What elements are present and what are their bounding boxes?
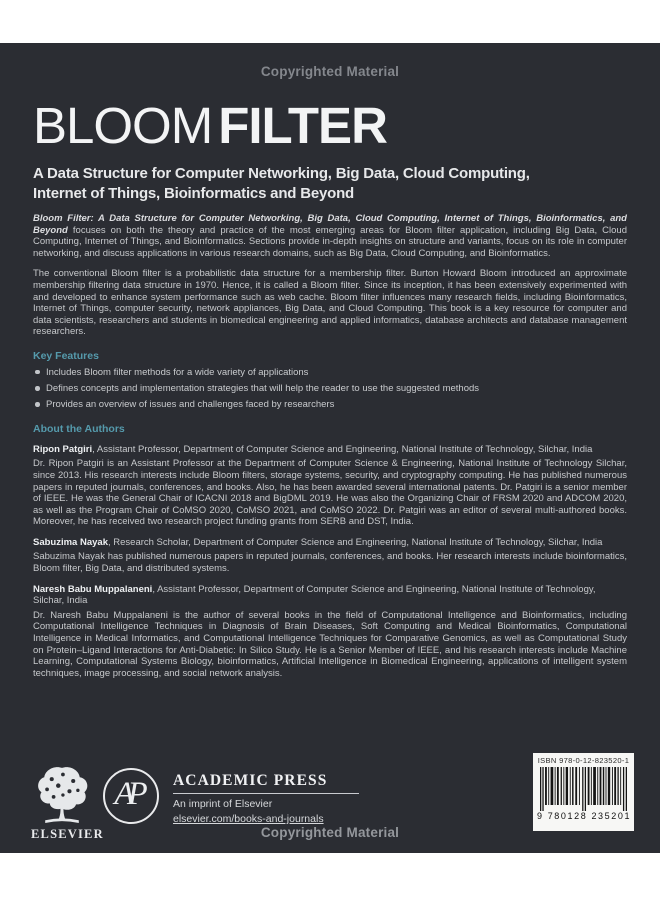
author-1-bio: Dr. Ripon Patgiri is an Assistant Professor at the Department of Computer Science & Engineering, National Institute of Technology Silchar, since 2013. His research interests include Bloom filters, storage systems, security, and cryptography computing. He has published numerous papers in reputed journals, conferences, and books. Also, he has been awarded several international patents. Dr. Patgiri is a senior member of IEEE. He was the General Chair of ICACNI 2018 and BigDML 2019. He was also the Organizing Chair of FRSM 2020 and ADCOM 2020, as well as the Program Chair of CoMSO 2020, CoMSO 2021, and CoMSO 2022. Dr. Patgiri was an editor of several multi-authored books. Moreover, he has received two research project funding grants from SERB and DST, India.	[33, 458, 627, 528]
bullet-icon	[35, 386, 40, 391]
academic-press-monogram-icon	[103, 768, 159, 824]
author-2-bio: Sabuzima Nayak has published numerous papers in reputed journals, conferences, and books. Her research interests include bioinformatics, Bloom filter, Big Data, and distributed systems.	[33, 551, 627, 575]
isbn-barcode-box	[533, 753, 634, 831]
book-subtitle-line2: Internet of Things, Bioinformatics and Beyond	[33, 185, 355, 202]
book-subtitle-line1: A Data Structure for Computer Networking, Big Data, Cloud Computing,	[33, 165, 530, 182]
key-feature-item: Provides an overview of issues and challenges faced by researchers	[33, 399, 627, 411]
elsevier-tree-icon	[34, 765, 90, 825]
barcode-digits: 9 780128 235201	[537, 811, 632, 821]
description-lead-rest: focuses on both the theory and practice of the most emerging areas for Bloom filter application, including Big Data, Cloud Computing, Internet of Things, and Bioinformatics. Sections provide in-depth insights on structure and variants, focus on its role in computer networking, and discuss applications in various research domains, such as Big Data, Cloud Computing, and Bioinformatics.	[33, 224, 627, 259]
author-2-name: Sabuzima Nayak	[33, 536, 108, 548]
key-feature-item: Includes Bloom filter methods for a wide variety of applications	[33, 367, 627, 379]
description-paragraph-2: The conventional Bloom filter is a probabilistic data structure for a membership filter. Burton Howard Bloom introduced an approximate membership filtering data structure in 1970. Hence, it is called a Bloom filter. Since its inception, it has been extensively experimented with and developed to enhance system performance such as web cache. Bloom filter influences many research fields, including Bioinformatics, Internet of Things, computer security, network appliances, Big Data, and Cloud Computing. This book is a key resource for computer and data scientists, researchers and students in biomedical engineering and applied informatics, database architects and database management researchers.	[33, 268, 627, 338]
book-title-word-bloom: BLOOM	[33, 97, 213, 154]
author-1-header	[33, 444, 627, 456]
key-features-heading: Key Features	[33, 349, 99, 362]
key-feature-item: Defines concepts and implementation strategies that will help the reader to use the suggested methods	[33, 383, 627, 395]
elsevier-wordmark: ELSEVIER	[31, 827, 104, 841]
book-title-word-filter: FILTER	[218, 97, 387, 154]
imprint-tagline: An imprint of Elsevier	[173, 798, 273, 810]
imprint-divider	[173, 793, 359, 794]
bullet-icon	[35, 370, 40, 375]
author-1-affiliation: , Assistant Professor, Department of Computer Science and Engineering, National Institute of Technology, Silchar, India	[92, 443, 593, 455]
barcode-icon	[540, 767, 628, 811]
copyright-watermark-top: Copyrighted Material	[260, 64, 400, 79]
about-authors-heading: About the Authors	[33, 422, 125, 435]
key-features-list	[33, 367, 627, 411]
ap-monogram-letters: AP	[114, 776, 141, 812]
academic-press-wordmark: ACADEMIC PRESS	[173, 772, 328, 789]
description-paragraph-1	[33, 213, 627, 259]
author-3-bio: Dr. Naresh Babu Muppalaneni is the author of several books in the field of Computational Intelligence and Bioinformatics, including Computational Intelligence Techniques in Diagnosis of Brain Diseases, Soft Computing and Medical Bioinformatics, Computational Intelligence in Medical Informatics, and Computational Intelligence Techniques for Comparative Genomics, as well as Computational Study on Protein–Ligand Interactions for Anti-Diabetic: In Silico Study. He is a Senior Member of IEEE, and his research interests include Machine Learning, Computational Systems Biology, bioinformatics, Artificial Intelligence in Biomedical Engineering, applications of intelligent system techniques, image processing, and social network analysis.	[33, 609, 627, 679]
author-3-name: Naresh Babu Muppalaneni	[33, 583, 153, 595]
isbn-label: ISBN 978-0-12-823520-1	[537, 756, 630, 765]
copyright-watermark-bottom: Copyrighted Material	[260, 825, 400, 840]
publisher-website-link: elsevier.com/books-and-journals	[173, 813, 324, 825]
book-subtitle	[33, 164, 627, 204]
author-3-affiliation: , Assistant Professor, Department of Computer Science and Engineering, National Institute of Technology, Silchar, India	[33, 583, 596, 607]
academic-press-block	[173, 772, 369, 825]
bullet-icon	[35, 402, 40, 407]
book-back-cover	[0, 43, 660, 853]
author-3-header	[33, 584, 627, 607]
author-2-header	[33, 537, 627, 549]
description-lead-title: Bloom Filter: A Data Structure for Computer Networking, Big Data, Cloud Computing, Internet of Things, Bioinformatics, and Beyond	[33, 213, 627, 236]
author-2-affiliation: , Research Scholar, Department of Computer Science and Engineering, National Institute of Technology, Silchar, India	[107, 536, 603, 548]
author-1-name: Ripon Patgiri	[33, 443, 93, 455]
book-title	[33, 97, 627, 154]
